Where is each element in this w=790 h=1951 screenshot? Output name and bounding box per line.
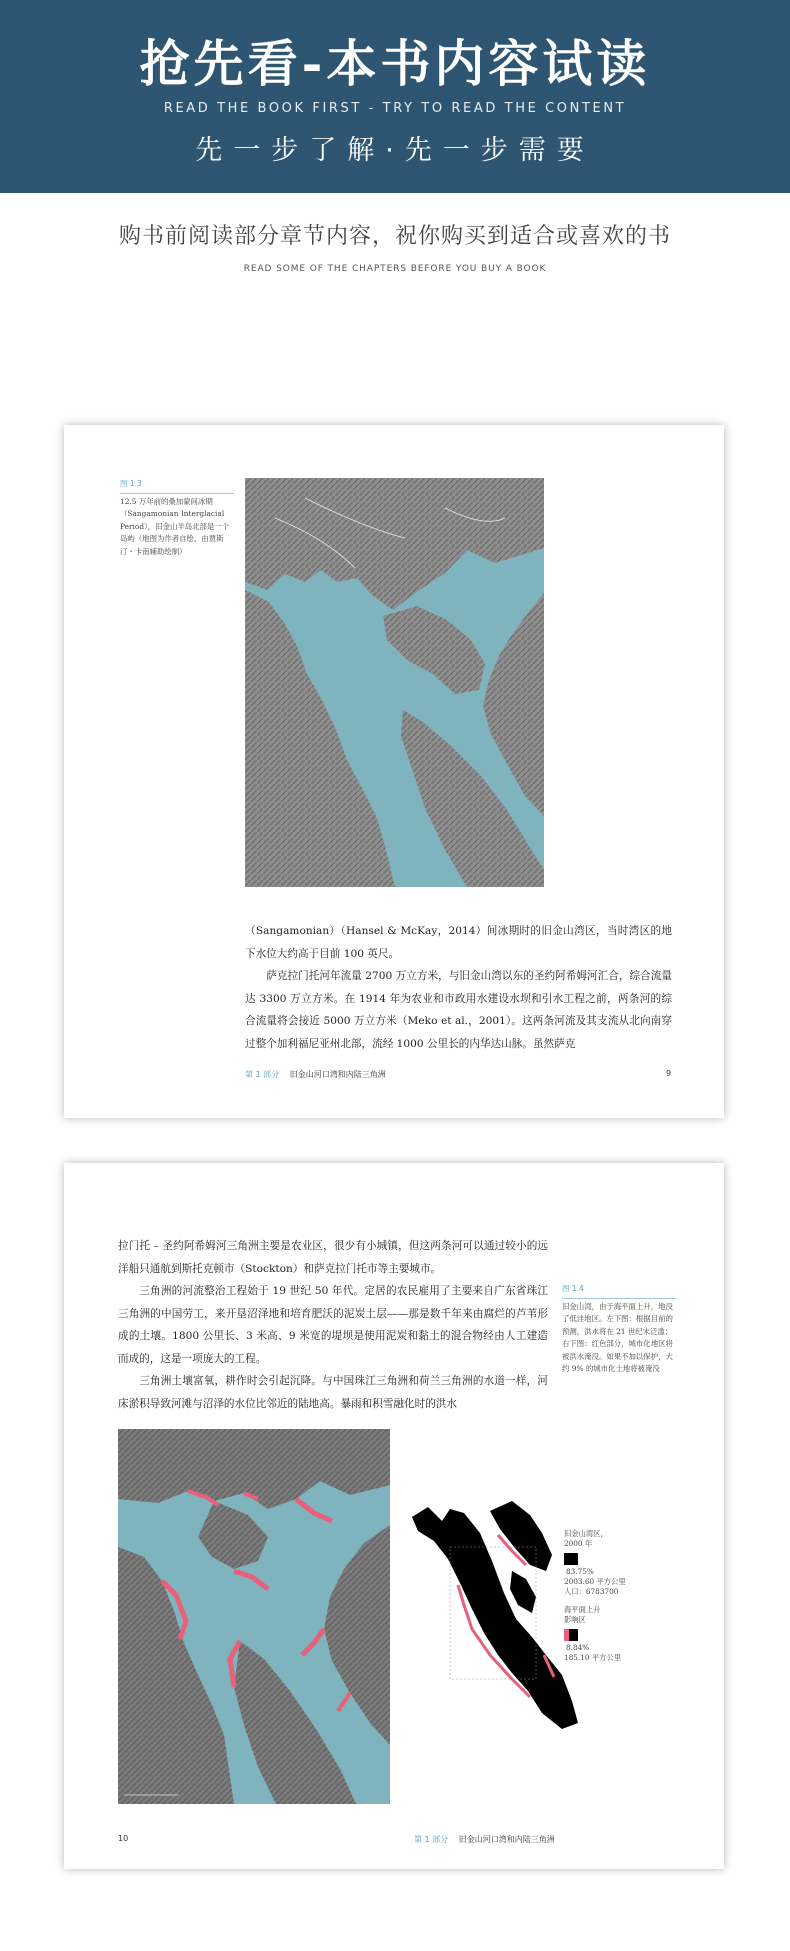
legend-subtitle-flood: 影响区 xyxy=(564,1615,586,1624)
header-banner xyxy=(0,0,790,193)
banner-english-subtitle: READ THE BOOK FIRST - TRY TO READ THE CONTENT xyxy=(163,101,627,116)
legend-swatch-urban xyxy=(564,1553,578,1565)
caption-divider xyxy=(562,1298,676,1299)
bay-area-relief-map xyxy=(245,478,544,887)
intro-english: READ SOME OF THE CHAPTERS BEFORE YOU BUY A BOOK xyxy=(243,264,547,274)
footer-chapter-title: 旧金山河口湾和内陆三角洲 xyxy=(458,1835,555,1844)
map-legend xyxy=(564,1529,656,1663)
banner-slogan: 先一步了解·先一步需要 xyxy=(195,135,595,166)
figure-caption xyxy=(120,478,234,558)
figure-caption xyxy=(562,1283,676,1376)
running-footer xyxy=(245,1069,386,1080)
footer-chapter-title: 旧金山河口湾和内陆三角洲 xyxy=(289,1070,386,1079)
caption-divider xyxy=(120,493,234,494)
page-body-text xyxy=(118,1235,548,1415)
legend-urban-area: 2003.60 平方公里 xyxy=(564,1577,626,1586)
caption-text: 旧金山湾，由于海平面上升，地没了低洼地区。左下图：根据目前的预测，洪水将在 21 世纪末泛滥；右下图：红色部分，城市化地区将被洪水淹没。如果不加以保护，大约 9% 的城市化土地将被淹没 xyxy=(562,1301,673,1373)
page-body-text xyxy=(245,920,672,1055)
legend-urban-percent: 83.75% xyxy=(566,1567,594,1576)
paragraph: 拉门托 – 圣约阿希姆河三角洲主要是农业区，很少有小城镇，但这两条河可以通过较小的远洋船只通航到斯托克顿市（Stockton）和萨克拉门托市等主要城市。 xyxy=(118,1240,548,1275)
caption-text: 12.5 万年前的桑加蒙间冰期（Sangamonian Interglacial Period），旧金山半岛北部是一个岛屿（地图为作者自绘，由贾斯汀・卡南辅助绘制） xyxy=(120,496,230,556)
figure-label: 图 1.4 xyxy=(562,1284,584,1293)
book-page-9 xyxy=(64,425,724,1118)
paragraph: （Sangamonian）（Hansel & McKay，2014）间冰期时的旧金山湾区，当时湾区的地下水位大约高于目前 100 英尺。 xyxy=(245,925,672,960)
legend-swatch-flood xyxy=(564,1629,578,1641)
book-page-10 xyxy=(64,1163,724,1869)
figure-label: 图 1.3 xyxy=(120,479,142,488)
footer-part-label: 第 1 部分 xyxy=(245,1070,280,1079)
legend-flood-percent: 8.84% xyxy=(566,1643,590,1652)
intro-heading: 购书前阅读部分章节内容，祝你购买到适合或喜欢的书 xyxy=(118,224,671,249)
paragraph: 萨克拉门托河年流量 2700 万立方米，与旧金山湾以东的圣约阿希姆河汇合，综合流量达 3300 万立方米。在 1914 年为农业和市政用水建设水坝和引水工程之前，两条河的综合流量将会接近 5000 万立方米（Meko et al.，2001）。这两条河流及其支流从北向南穿过整个加利福尼亚州北部，流经 1000 公里长的内华达山脉。虽然萨克 xyxy=(245,970,672,1050)
banner-title: 抢先看-本书内容试读 xyxy=(139,34,651,93)
sea-level-flood-map xyxy=(118,1429,390,1804)
page-number: 10 xyxy=(118,1834,129,1843)
footer-part-label: 第 1 部分 xyxy=(414,1835,449,1844)
relief-map-figure xyxy=(245,478,544,887)
legend-flood-area: 185.10 平方公里 xyxy=(564,1653,622,1662)
paragraph: 三角洲土壤富氧，耕作时会引起沉降。与中国珠江三角洲和荷兰三角洲的水道一样，河床淤积导致河滩与沼泽的水位比邻近的陆地高。暴雨和积雪融化时的洪水 xyxy=(118,1375,548,1410)
legend-title: 旧金山湾区， xyxy=(564,1529,608,1538)
paragraph: 三角洲的河流整治工程始于 19 世纪 50 年代。定居的农民雇用了主要来自广东省珠江三角洲的中国劳工，来开垦沼泽地和培育肥沃的泥炭土层——那是数千年来由腐烂的芦苇形成的土壤。1800 公里长、3 米高、9 米宽的堤坝是使用泥炭和黏土的混合物经由人工建造而成的，这是一项庞大的工程。 xyxy=(118,1285,548,1365)
legend-title-flood: 海平面上升 xyxy=(564,1605,601,1614)
legend-population: 人口：6783700 xyxy=(564,1587,619,1596)
running-footer xyxy=(414,1834,555,1845)
legend-year: 2000 年 xyxy=(564,1539,593,1548)
flood-projection-map xyxy=(118,1429,390,1804)
page-number: 9 xyxy=(666,1069,672,1078)
